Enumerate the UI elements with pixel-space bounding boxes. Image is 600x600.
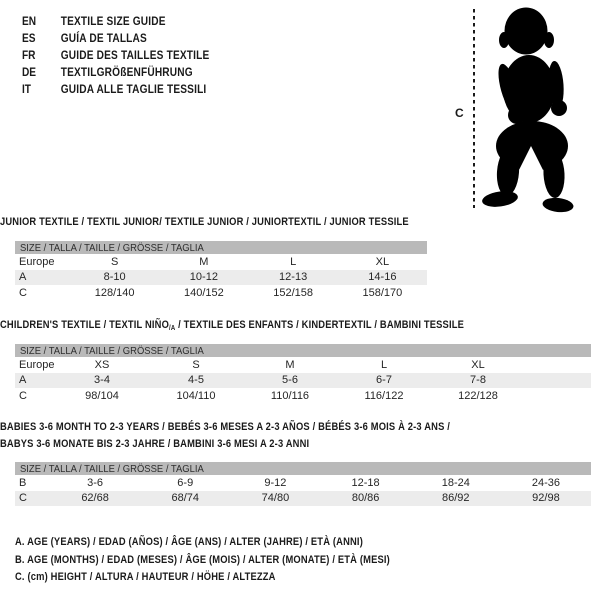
babies-title-line1: BABIES 3-6 MONTH TO 2-3 YEARS / BEBÉS 3-6 MESES A 2-3 AÑOS / BÉBÉS 3-6 MOIS À 2-3 ANS / — [0, 421, 451, 433]
size-value: 86/92 — [442, 492, 470, 505]
size-value: XS — [94, 358, 110, 371]
footnote-line: C. (cm) HEIGHT / ALTURA / HAUTEUR / HÖHE / ALTEZZA — [15, 571, 276, 583]
size-value: 68/74 — [171, 492, 200, 505]
size-value: 152/158 — [273, 286, 313, 299]
size-value: 7-8 — [470, 374, 486, 387]
size-value: 4-5 — [188, 374, 204, 387]
size-value: XL — [375, 255, 390, 268]
row-label: B — [19, 476, 27, 489]
size-value: 14-16 — [368, 271, 397, 284]
row-label: C — [19, 389, 27, 402]
size-value: 24-36 — [531, 476, 561, 489]
size-value: S — [192, 358, 200, 371]
language-list — [22, 13, 209, 98]
language-code: ES — [22, 32, 36, 45]
size-value: 80/86 — [351, 492, 380, 505]
row-label: C — [19, 492, 27, 505]
language-label: GUÍA DE TALLAS — [60, 32, 147, 45]
size-value: 158/170 — [362, 286, 403, 299]
row-label: C — [19, 286, 27, 299]
language-label: GUIDE DES TAILLES TEXTILE — [60, 49, 210, 62]
children-title-subscript: /A — [169, 325, 176, 332]
size-value: 10-12 — [189, 271, 218, 284]
size-value: 128/140 — [94, 286, 135, 299]
size-value: 8-10 — [103, 271, 126, 284]
footnotes — [15, 536, 390, 589]
baby-silhouette-shapes — [481, 8, 574, 214]
size-table-header-label: SIZE / TALLA / TAILLE / GRÖSSE / TAGLIA — [20, 344, 204, 357]
language-row — [22, 30, 209, 47]
size-value: XL — [471, 358, 485, 371]
size-value: 140/152 — [183, 286, 224, 299]
size-value: 92/98 — [532, 492, 560, 505]
size-table-header-bar — [15, 462, 591, 475]
junior-section-title — [0, 216, 409, 228]
language-label: GUIDA ALLE TAGLIE TESSILI — [60, 83, 207, 96]
table-row — [15, 388, 591, 404]
table-row — [15, 270, 427, 286]
height-c-label: C — [455, 106, 464, 120]
table-row — [15, 491, 591, 507]
children-size-table — [15, 344, 591, 404]
size-value: L — [290, 255, 297, 268]
language-row — [22, 64, 209, 81]
size-value: 98/104 — [85, 389, 119, 402]
row-label: Europe — [19, 255, 55, 268]
size-value: L — [380, 358, 388, 371]
table-row — [15, 475, 591, 491]
size-value: 12-18 — [351, 476, 380, 489]
language-row — [22, 47, 209, 64]
size-value: 122/128 — [458, 389, 498, 402]
children-section-title — [0, 319, 464, 331]
size-table-header-label: SIZE / TALLA / TAILLE / GRÖSSE / TAGLIA — [20, 462, 204, 475]
table-row — [15, 357, 591, 373]
babies-section-title — [0, 421, 450, 455]
size-value: 104/110 — [176, 389, 216, 402]
table-row — [15, 285, 427, 301]
size-value: 3-6 — [87, 476, 104, 489]
size-value: 12-13 — [279, 271, 308, 284]
language-code: DE — [22, 66, 37, 79]
footnote-line: B. AGE (MONTHS) / EDAD (MESES) / ÂGE (MOIS) / ALTER (MONATE) / ETÀ (MESI) — [15, 553, 390, 566]
size-table-header-bar — [15, 241, 427, 254]
table-row — [15, 254, 427, 270]
size-value: 74/80 — [261, 492, 290, 505]
row-label: A — [19, 374, 27, 387]
height-dashed-line — [473, 9, 475, 208]
language-code: EN — [22, 15, 37, 28]
row-label: A — [19, 271, 27, 284]
size-value: 6-9 — [177, 476, 194, 489]
language-label: TEXTILE SIZE GUIDE — [60, 15, 166, 28]
language-row — [22, 13, 209, 30]
children-title-pre: CHILDREN'S TEXTILE / TEXTIL NIÑO — [0, 319, 170, 331]
size-value: 3-4 — [94, 374, 110, 387]
children-title-post: / TEXTILE DES ENFANTS / KINDERTEXTIL / BAMBINI TESSILE — [175, 319, 465, 331]
language-row — [22, 81, 209, 98]
size-value: 110/116 — [270, 389, 310, 402]
junior-title-text: JUNIOR TEXTILE / TEXTIL JUNIOR/ TEXTILE JUNIOR / JUNIORTEXTIL / JUNIOR TESSILE — [0, 216, 409, 228]
table-row — [15, 373, 591, 389]
size-value: S — [110, 255, 119, 268]
size-value: M — [285, 358, 295, 371]
size-table-header-label: SIZE / TALLA / TAILLE / GRÖSSE / TAGLIA — [20, 241, 204, 254]
size-value: 5-6 — [282, 374, 298, 387]
language-code: IT — [22, 83, 32, 96]
size-value: 116/122 — [364, 389, 404, 402]
size-value: 18-24 — [441, 476, 470, 489]
size-table-header-bar — [15, 344, 591, 357]
junior-size-table — [15, 241, 427, 301]
size-value: M — [199, 255, 209, 268]
size-value: 6-7 — [376, 374, 392, 387]
size-value: 9-12 — [264, 476, 287, 489]
baby-silhouette-icon — [478, 4, 588, 214]
language-label: TEXTILGRÖßENFÜHRUNG — [60, 66, 193, 79]
babies-title-line2: BABYS 3-6 MONATE BIS 2-3 JAHRE / BAMBINI 3-6 MESI A 2-3 ANNI — [0, 438, 310, 450]
footnote-line: A. AGE (YEARS) / EDAD (AÑOS) / ÂGE (ANS) / ALTER (JAHRE) / ETÀ (ANNI) — [15, 536, 363, 548]
size-value: 62/68 — [81, 492, 109, 505]
babies-size-table — [15, 462, 591, 506]
language-code: FR — [22, 49, 36, 62]
row-label: Europe — [19, 358, 55, 371]
